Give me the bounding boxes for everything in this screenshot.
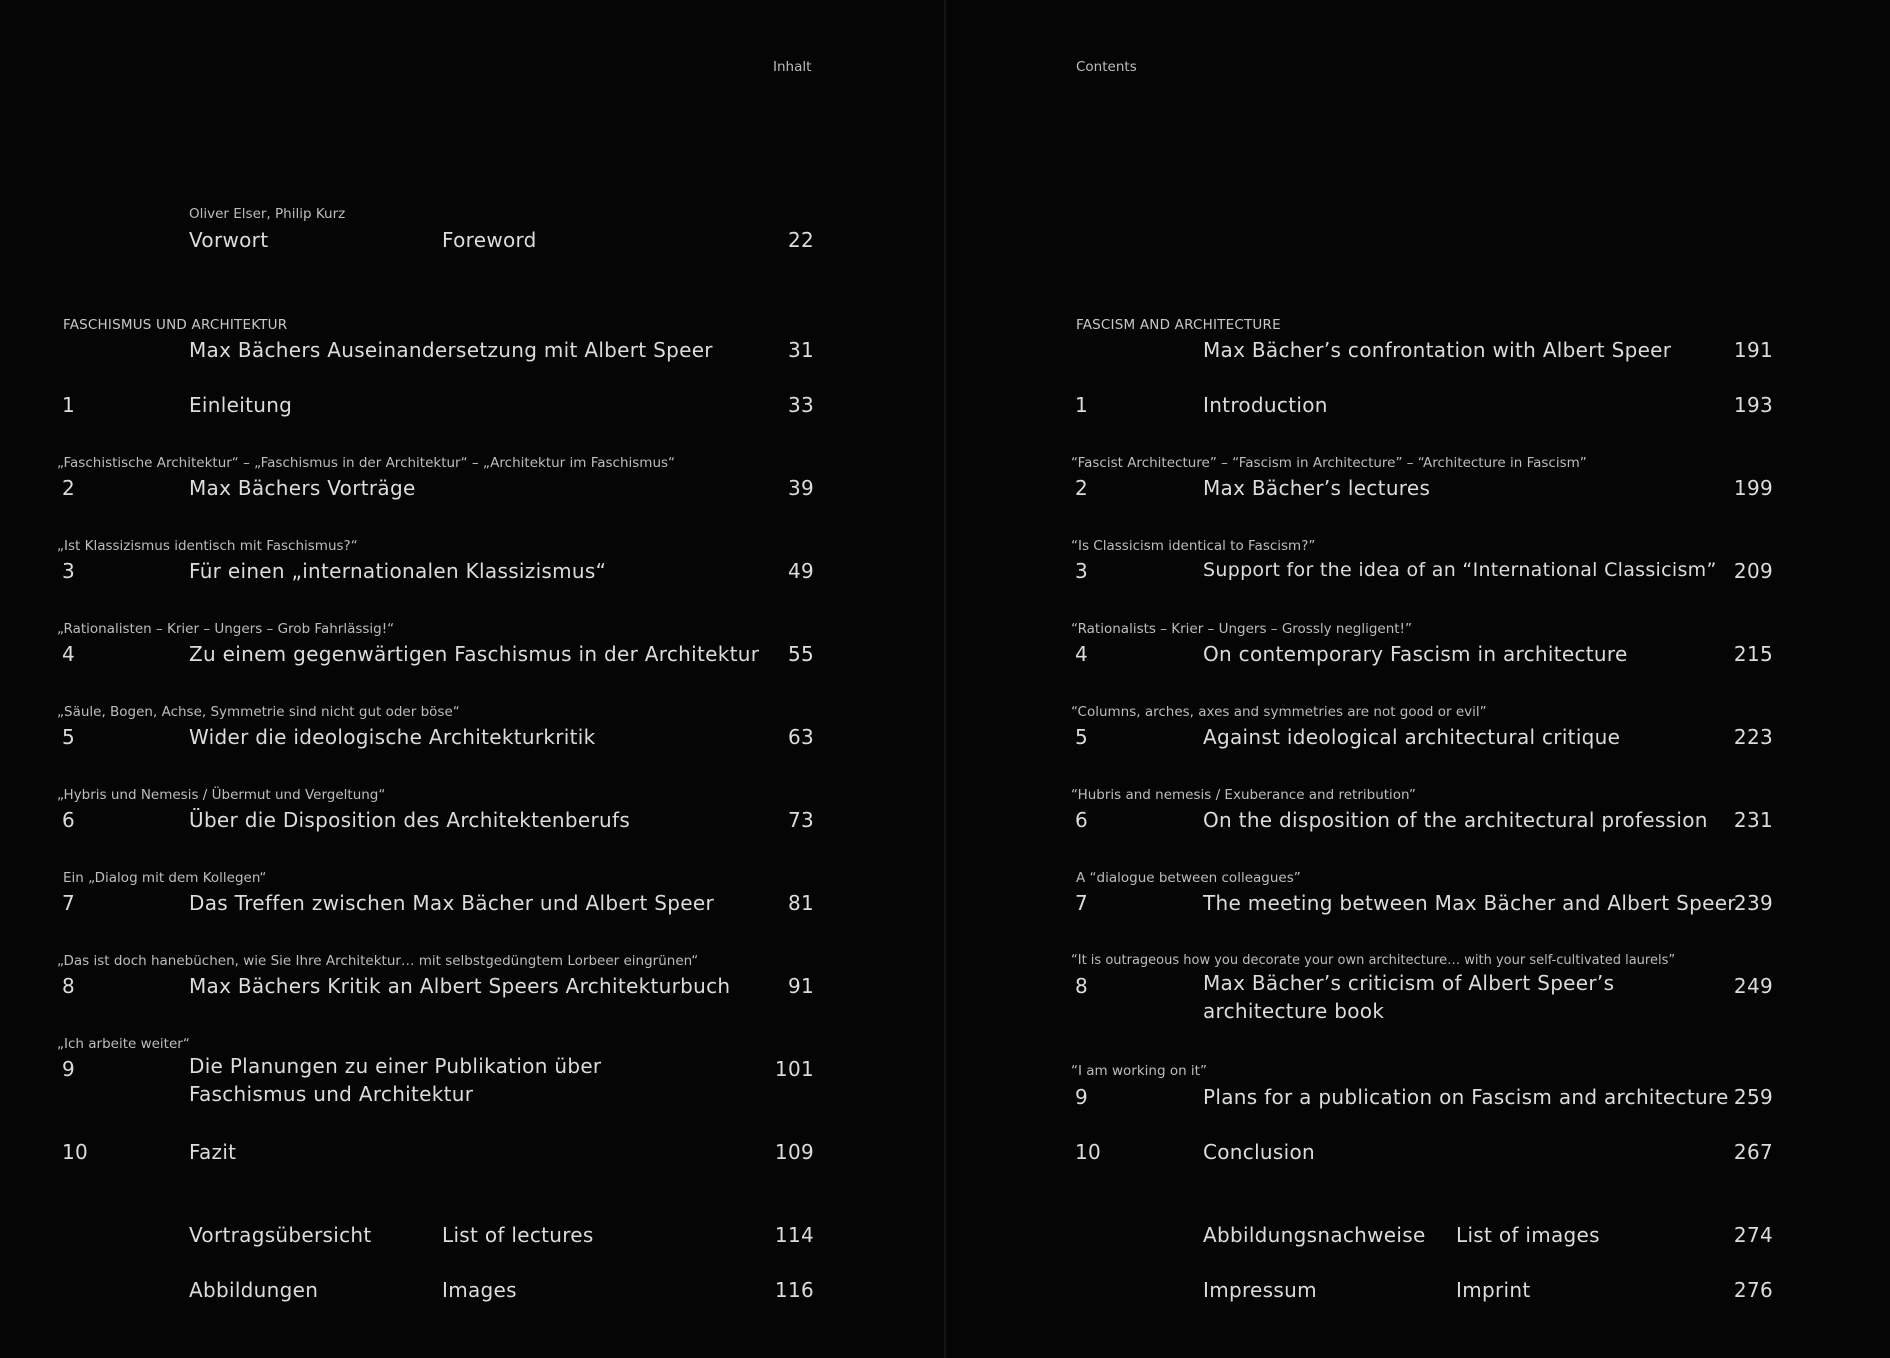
- chapter-number: 9: [62, 1057, 76, 1081]
- chapter-title[interactable]: Max Bächers Kritik an Albert Speers Architekturbuch: [189, 974, 731, 998]
- chapter-subtitle: „Ist Klassizismus identisch mit Faschismus?“: [57, 538, 358, 554]
- chapter-subtitle: “Hubris and nemesis / Exuberance and retribution”: [1071, 787, 1416, 803]
- chapter-page: 249: [1733, 974, 1773, 998]
- chapter-page: 91: [787, 974, 814, 998]
- intro-title[interactable]: Max Bächer’s confrontation with Albert Speer: [1203, 338, 1672, 362]
- chapter-number: 4: [62, 642, 76, 666]
- chapter-title[interactable]: Max Bächer’s criticism of Albert Speer’s architecture book: [1203, 971, 1615, 1023]
- chapter-page: 55: [787, 642, 814, 666]
- chapter-number: 3: [1075, 559, 1089, 583]
- chapter-number: 10: [62, 1140, 89, 1164]
- chapter-subtitle: “Rationalists – Krier – Ungers – Grossly negligent!”: [1071, 621, 1412, 637]
- chapter-subtitle: “Is Classicism identical to Fascism?”: [1071, 538, 1316, 554]
- chapter-page: 215: [1733, 642, 1773, 666]
- chapter-number: 5: [62, 725, 76, 749]
- appendix-page: 114: [774, 1223, 814, 1247]
- chapter-subtitle: „Säule, Bogen, Achse, Symmetrie sind nicht gut oder böse“: [57, 704, 460, 720]
- chapter-page: 239: [1733, 891, 1773, 915]
- chapter-number: 4: [1075, 642, 1089, 666]
- chapter-number: 6: [1075, 808, 1089, 832]
- chapter-number: 10: [1075, 1140, 1102, 1164]
- foreword-page: 22: [787, 228, 814, 252]
- chapter-subtitle: Ein „Dialog mit dem Kollegen“: [63, 870, 267, 886]
- chapter-number: 1: [62, 393, 76, 417]
- appendix-title-en[interactable]: List of images: [1456, 1223, 1600, 1247]
- chapter-subtitle: „Hybris und Nemesis / Übermut und Vergeltung“: [57, 787, 386, 803]
- section-title: FASCHISMUS UND ARCHITEKTUR: [63, 317, 288, 333]
- appendix-title-en[interactable]: Imprint: [1456, 1278, 1531, 1302]
- chapter-title[interactable]: Against ideological architectural critique: [1203, 725, 1621, 749]
- chapter-title[interactable]: Max Bächer’s lectures: [1203, 476, 1431, 500]
- chapter-title[interactable]: Plans for a publication on Fascism and architecture: [1203, 1085, 1729, 1109]
- chapter-page: 49: [787, 559, 814, 583]
- chapter-subtitle: „Das ist doch hanebüchen, wie Sie Ihre Architektur… mit selbstgedüngtem Lorbeer eingrünen“: [57, 953, 699, 969]
- chapter-number: 8: [62, 974, 76, 998]
- left-page: [0, 0, 944, 1358]
- chapter-page: 267: [1733, 1140, 1773, 1164]
- chapter-title[interactable]: Introduction: [1203, 393, 1328, 417]
- right-page: [946, 0, 1890, 1358]
- chapter-page: 199: [1733, 476, 1773, 500]
- chapter-title[interactable]: Conclusion: [1203, 1140, 1315, 1164]
- chapter-title[interactable]: The meeting between Max Bächer and Albert Speer: [1203, 891, 1736, 915]
- chapter-title[interactable]: Max Bächers Vorträge: [189, 476, 416, 500]
- chapter-page: 39: [787, 476, 814, 500]
- chapter-title[interactable]: On the disposition of the architectural profession: [1203, 808, 1708, 832]
- appendix-title-en[interactable]: Images: [442, 1278, 517, 1302]
- chapter-title[interactable]: Das Treffen zwischen Max Bächer und Albert Speer: [189, 891, 714, 915]
- chapter-page: 33: [787, 393, 814, 417]
- chapter-page: 259: [1733, 1085, 1773, 1109]
- chapter-page: 73: [787, 808, 814, 832]
- chapter-title[interactable]: Zu einem gegenwärtigen Faschismus in der Architektur: [189, 642, 760, 666]
- chapter-page: 63: [787, 725, 814, 749]
- chapter-title[interactable]: Für einen „internationalen Klassizismus“: [189, 559, 607, 583]
- chapter-title[interactable]: Die Planungen zu einer Publikation über Faschismus und Architektur: [189, 1054, 602, 1106]
- chapter-subtitle: „Rationalisten – Krier – Ungers – Grob Fahrlässig!“: [57, 621, 395, 637]
- chapter-title[interactable]: Fazit: [189, 1140, 237, 1164]
- chapter-number: 6: [62, 808, 76, 832]
- chapter-number: 1: [1075, 393, 1089, 417]
- chapter-subtitle: “Columns, arches, axes and symmetries are not good or evil”: [1071, 704, 1487, 720]
- appendix-page: 276: [1733, 1278, 1773, 1302]
- foreword-title[interactable]: Vorwort: [189, 228, 269, 252]
- chapter-number: 7: [62, 891, 76, 915]
- intro-page: 31: [787, 338, 814, 362]
- page-header: Contents: [1076, 59, 1137, 75]
- chapter-subtitle: „Faschistische Architektur“ – „Faschismus in der Architektur“ – „Architektur im Faschismus“: [57, 455, 676, 471]
- chapter-subtitle: “Fascist Architecture” – “Fascism in Architecture” – “Architecture in Fascism”: [1071, 455, 1587, 471]
- chapter-number: 5: [1075, 725, 1089, 749]
- chapter-page: 231: [1733, 808, 1773, 832]
- chapter-page: 101: [774, 1057, 814, 1081]
- chapter-title[interactable]: Wider die ideologische Architekturkritik: [189, 725, 596, 749]
- page-header: Inhalt: [773, 59, 812, 75]
- chapter-subtitle: „Ich arbeite weiter“: [57, 1036, 190, 1052]
- appendix-title[interactable]: Abbildungsnachweise: [1203, 1223, 1426, 1247]
- chapter-subtitle: “I am working on it”: [1071, 1063, 1207, 1079]
- appendix-title[interactable]: Impressum: [1203, 1278, 1317, 1302]
- appendix-title-en[interactable]: List of lectures: [442, 1223, 594, 1247]
- chapter-number: 3: [62, 559, 76, 583]
- chapter-page: 193: [1733, 393, 1773, 417]
- chapter-title[interactable]: Über die Disposition des Architektenberufs: [189, 808, 631, 832]
- chapter-number: 9: [1075, 1085, 1089, 1109]
- appendix-title[interactable]: Abbildungen: [189, 1278, 319, 1302]
- chapter-subtitle: A “dialogue between colleagues”: [1076, 870, 1301, 886]
- intro-title[interactable]: Max Bächers Auseinandersetzung mit Albert Speer: [189, 338, 713, 362]
- chapter-number: 2: [1075, 476, 1089, 500]
- appendix-page: 116: [774, 1278, 814, 1302]
- chapter-number: 2: [62, 476, 76, 500]
- chapter-page: 223: [1733, 725, 1773, 749]
- section-title: FASCISM AND ARCHITECTURE: [1076, 317, 1281, 333]
- chapter-title[interactable]: On contemporary Fascism in architecture: [1203, 642, 1628, 666]
- chapter-page: 81: [787, 891, 814, 915]
- chapter-number: 8: [1075, 974, 1089, 998]
- foreword-title-en[interactable]: Foreword: [442, 228, 537, 252]
- intro-page: 191: [1733, 338, 1773, 362]
- chapter-subtitle: “It is outrageous how you decorate your own architecture… with your self-cultivated laurels”: [1071, 953, 1676, 968]
- chapter-number: 7: [1075, 891, 1089, 915]
- chapter-page: 209: [1733, 559, 1773, 583]
- appendix-page: 274: [1733, 1223, 1773, 1247]
- chapter-page: 109: [774, 1140, 814, 1164]
- foreword-authors: Oliver Elser, Philip Kurz: [189, 206, 346, 222]
- appendix-title[interactable]: Vortragsübersicht: [189, 1223, 372, 1247]
- chapter-title[interactable]: Einleitung: [189, 393, 293, 417]
- chapter-title[interactable]: Support for the idea of an “International Classicism”: [1203, 559, 1717, 581]
